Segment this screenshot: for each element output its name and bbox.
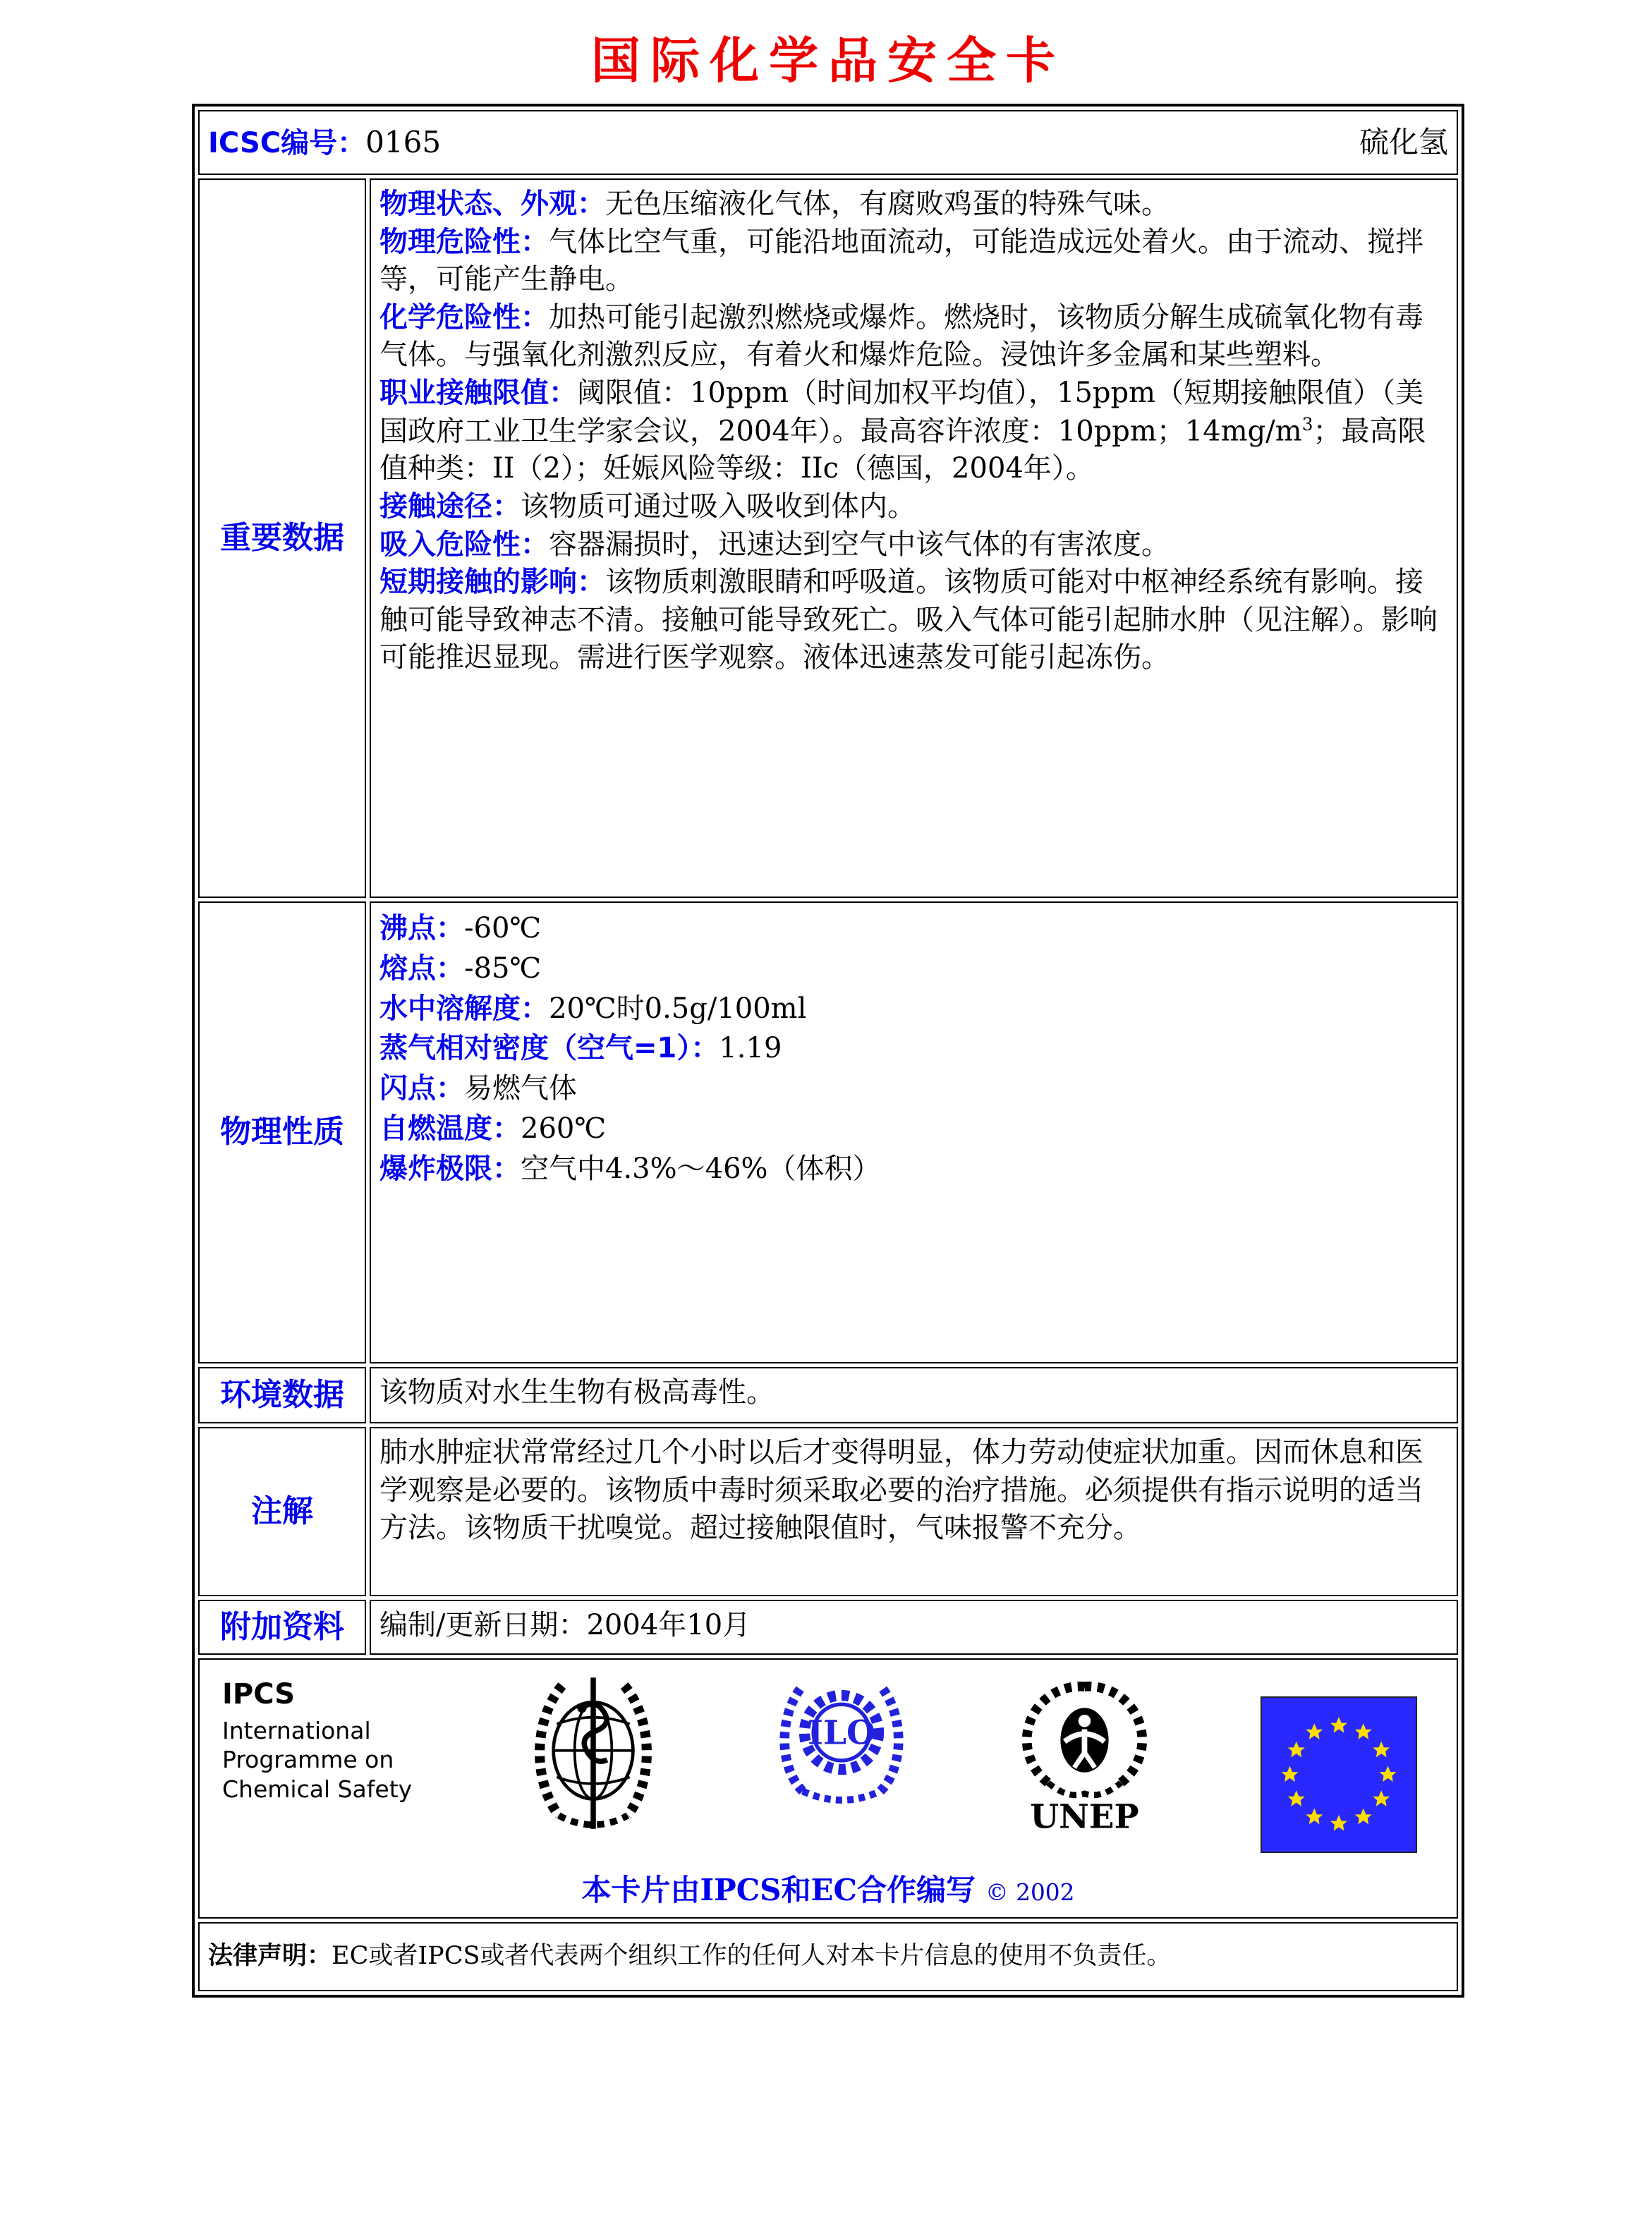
physical-properties-row [198, 901, 1458, 1363]
important-data-content [370, 178, 1458, 898]
copyright-text: © 2002 [985, 1878, 1075, 1906]
eu-flag-icon [1261, 1696, 1417, 1864]
logos-row [198, 1658, 1458, 1919]
physical-properties-content [370, 901, 1458, 1363]
logos-cell [198, 1658, 1458, 1919]
prop-flash-point: 闪点：易燃气体 [379, 1072, 577, 1105]
ipcs-text-block: IPCS International Programme on Chemical Safety [222, 1678, 413, 1803]
icsc-number-value: 0165 [365, 124, 442, 159]
additional-info-heading: 附加资料 [198, 1600, 366, 1655]
legal-text: EC或者IPCS或者代表两个组织工作的任何人对本卡片信息的使用不负责任。 [332, 1942, 1172, 1971]
para-short-term-effects: 短期接触的影响：该物质刺激眼睛和呼吸道。该物质可能对中枢神经系统有影响。接触可能导致神志不清。接触可能导致死亡。吸入气体可能引起肺水肿（见注解）。影响可能推迟显现。需进行医学观察。液体迅速蒸发可能引起冻伤。 [379, 566, 1438, 674]
para-occupational-limits: 职业接触限值：阈限值：10ppm（时间加权平均值），15ppm（短期接触限值）（美国政府工业卫生学家会议，2004年）。最高容许浓度：10ppm；$14mg/m^3$；最高限值种类：II（2）；妊娠风险等级：IIc（德国，2004年）。 [379, 376, 1426, 485]
legal-label: 法律声明： [208, 1942, 332, 1971]
important-data-row [198, 178, 1458, 898]
icsc-card-table [192, 104, 1464, 1998]
prop-melting-point: 熔点：-85℃ [379, 952, 542, 985]
prop-water-solubility: 水中溶解度：20℃时0.5g/100ml [379, 992, 807, 1025]
unep-logo-icon [1019, 1671, 1150, 1847]
para-physical-danger: 物理危险性：气体比空气重，可能沿地面流动，可能造成远处着火。由于流动、搅拌等，可能产生静电。 [379, 225, 1423, 296]
additional-info-row [198, 1600, 1458, 1655]
icsc-number-label: ICSC编号： [208, 126, 366, 159]
para-physical-state: 物理状态、外观：无色压缩液化气体，有腐败鸡蛋的特殊气味。 [379, 188, 1170, 220]
header-cell [198, 110, 1458, 175]
para-chemical-danger: 化学危险性：加热可能引起激烈燃烧或爆炸。燃烧时，该物质分解生成硫氧化物有毒气体。与强氧化剂激烈反应，有着火和爆炸危险。浸蚀许多金属和某些塑料。 [379, 300, 1423, 372]
important-data-heading: 重要数据 [198, 178, 366, 898]
legal-row [198, 1922, 1458, 1991]
unep-label: UNEP [1030, 1797, 1139, 1837]
environment-row [198, 1367, 1458, 1423]
ipcs-acronym: IPCS [222, 1678, 296, 1711]
header-row [198, 110, 1458, 175]
prop-explosion-limits: 爆炸极限：空气中4.3%～46%（体积） [379, 1152, 881, 1185]
substance-name: 硫化氢 [1359, 124, 1448, 159]
notes-row [198, 1427, 1458, 1596]
page-title: 国际化学品安全卡 [591, 31, 1065, 90]
superscript-3: 3 [1301, 413, 1313, 435]
notes-content: 肺水肿症状常常经过几个小时以后才变得明显，体力劳动使症状加重。因而休息和医学观察是必要的。该物质中毒时须采取必要的治疗措施。必须提供有指示说明的适当方法。该物质干扰嗅觉。超过接触限值时，气味报警不充分。 [370, 1427, 1458, 1596]
para-inhalation-risk: 吸入危险性：容器漏损时，迅速达到空气中该气体的有害浓度。 [379, 528, 1170, 561]
ilo-logo-icon [775, 1671, 909, 1819]
prop-autoignition-temp: 自燃温度：260℃ [379, 1112, 607, 1145]
environment-content: 该物质对水生生物有极高毒性。 [370, 1367, 1458, 1423]
environment-heading: 环境数据 [198, 1367, 366, 1423]
cooperation-caption: 本卡片由IPCS和EC合作编写 © 2002 [581, 1872, 1075, 1907]
legal-cell [198, 1922, 1458, 1991]
icsc-number [208, 123, 441, 163]
prop-boiling-point: 沸点：-60℃ [379, 912, 542, 944]
additional-info-content: 编制/更新日期：2004年10月 [370, 1600, 1458, 1655]
notes-heading: 注解 [198, 1427, 366, 1596]
para-exposure-routes: 接触途径：该物质可通过吸入吸收到体内。 [379, 490, 916, 523]
who-logo-icon [523, 1671, 664, 1847]
physical-properties-heading: 物理性质 [198, 901, 366, 1363]
prop-vapor-density: 蒸气相对密度（空气=1）：1.19 [379, 1032, 782, 1065]
svg-text:ILO: ILO [808, 1713, 876, 1753]
